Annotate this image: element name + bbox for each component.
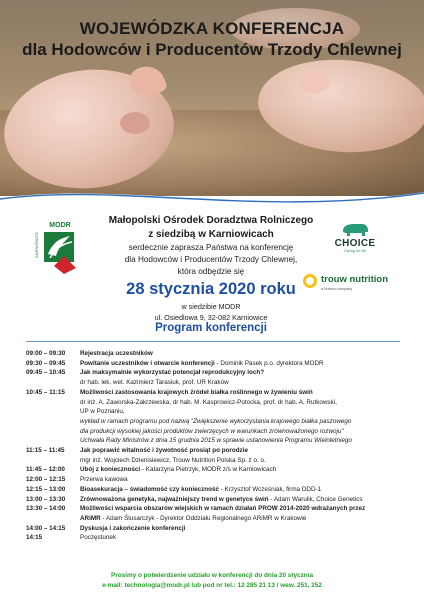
agenda-note: wykład w ramach programu pod nazwą "Zwiększenie wykorzystania krajowego białka paszowego xyxy=(80,417,352,425)
agenda-detail: UP w Poznaniu, xyxy=(80,408,125,416)
agenda-list xyxy=(26,349,406,543)
agenda-row xyxy=(26,485,406,495)
agenda-row xyxy=(26,368,406,378)
organizer-name xyxy=(80,214,342,241)
invite-line-2: dla Hodowców i Producentów Trzody Chlewnej, xyxy=(124,254,298,264)
agenda-text xyxy=(80,514,406,524)
agenda-text xyxy=(80,407,406,417)
trouw-ring-icon xyxy=(303,274,317,288)
agenda-text xyxy=(80,485,406,495)
agenda-text xyxy=(80,533,406,543)
agenda-row xyxy=(26,427,406,437)
agenda-time: 09:30 – 09:45 xyxy=(26,359,66,367)
agenda-time xyxy=(26,417,80,427)
agenda-time xyxy=(26,514,80,524)
venue-line-1: w siedzibie MODR xyxy=(181,302,241,311)
agenda-time: 09:45 – 10:45 xyxy=(26,369,66,377)
rsvp-footer xyxy=(0,571,424,590)
agenda-row xyxy=(26,417,406,427)
choice-logo-tagline: Caring for life xyxy=(343,249,367,253)
agenda-note: Uchwała Rady Ministrów z dnia 15 grudnia 2015 w sprawie ustanowienia Programu Wieloletniego xyxy=(80,437,352,445)
agenda-time: 13:00 – 13:30 xyxy=(26,495,66,503)
choice-genetics-logo xyxy=(328,222,382,258)
trouw-logo-text: trouw nutrition xyxy=(321,274,389,285)
agenda-topic: ARiMR xyxy=(80,514,101,522)
trouw-logo-subtitle: a Nutreco company xyxy=(321,287,353,291)
agenda-time: 09:00 – 09:30 xyxy=(26,350,66,357)
agenda-row xyxy=(26,446,406,456)
modr-emblem-icon xyxy=(40,230,80,276)
agenda-time: 10:45 – 11:15 xyxy=(26,388,65,396)
choice-logo-text: CHOICE xyxy=(334,238,376,249)
rsvp-line-1: Prosimy o potwierdzenie udziału w konferencji do dnia 20 stycznia xyxy=(110,572,314,579)
agenda-topic: Możliwości zastosowania krajowych źródeł białka roślinnego w żywieniu świń xyxy=(80,388,313,396)
agenda-topic: Zrównoważona genetyka, najważniejszy trend w genetyce świń xyxy=(80,495,269,503)
agenda-row xyxy=(26,495,406,505)
agenda-row xyxy=(26,514,406,524)
agenda-time: 11:45 – 12:00 xyxy=(26,466,65,474)
modr-logo xyxy=(34,222,80,270)
agenda-detail: mgr inż. Wojciech Dzienisiewicz, Trouw Nutrition Polska Sp. z o. o. xyxy=(80,456,266,464)
agenda-row xyxy=(26,388,406,398)
agenda-time xyxy=(26,456,80,466)
agenda-note: dla produkcji wysokiej jakości produktów zwierzęcych w warunkach zrównoważonego rozwoju" xyxy=(80,427,344,435)
agenda-topic: Możliwości wsparcia obszarów wiejskich w ramach działań PROW 2014-2020 wdrażanych przez xyxy=(80,505,366,513)
agenda-detail: Poczęstunek xyxy=(80,534,117,542)
program-title: Program konferencji xyxy=(155,322,267,334)
decorative-wave xyxy=(0,186,424,212)
agenda-row xyxy=(26,475,406,485)
agenda-row xyxy=(26,407,406,417)
agenda-time xyxy=(26,427,80,437)
agenda-time: 14:15 xyxy=(26,534,43,542)
agenda-row xyxy=(26,398,406,408)
agenda-row xyxy=(26,456,406,466)
agenda-detail: dr hab. lek. wet. Kazimierz Tarasiuk, prof. UR Kraków xyxy=(80,379,229,387)
agenda-topic: Ubój z konieczności xyxy=(80,466,141,474)
agenda-row xyxy=(26,465,406,475)
pig-snout xyxy=(120,112,150,134)
agenda-row xyxy=(26,349,406,359)
agenda-time: 12:00 – 12:15 xyxy=(26,476,66,484)
rsvp-line-2: e-mail: technologia@modr.pl lub pod nr tel.: 12 285 21 13 / wew. 251, 252 xyxy=(102,581,322,589)
agenda-topic: Powitanie uczestników i otwarcie konferencji xyxy=(80,359,215,367)
hero-photo xyxy=(0,0,424,196)
agenda-detail: - Dominik Pasek p.o. dyrektora MODR xyxy=(214,359,324,367)
agenda-text xyxy=(80,495,406,505)
agenda-text xyxy=(80,524,406,534)
venue-line-2: ul. Osiedlowa 9, 32-082 Karniowice xyxy=(154,312,268,322)
agenda-row xyxy=(26,524,406,534)
agenda-time xyxy=(26,407,80,417)
venue xyxy=(80,302,342,324)
agenda-text xyxy=(80,388,406,398)
organizer-line-2: z siedzibą w Karniowicach xyxy=(148,228,274,240)
agenda-topic: Jak maksymalnie wykorzystać potencjał reprodukcyjny loch? xyxy=(80,369,265,377)
agenda-text xyxy=(80,475,406,485)
agenda-text xyxy=(80,465,406,475)
agenda-row xyxy=(26,378,406,388)
agenda-time: 12:15 – 13:00 xyxy=(26,485,66,493)
pig-icon xyxy=(340,222,370,238)
modr-logo-side-text: KARNIOWICE xyxy=(34,232,39,258)
agenda-detail: dr inż. A. Zaworska-Zakrzewska, dr hab. M. Kasprowicz-Potocka, prof. dr hab. A. Rutkowski, xyxy=(80,398,337,406)
agenda-row xyxy=(26,533,406,543)
agenda-time xyxy=(26,398,80,408)
trouw-nutrition-logo xyxy=(303,272,403,296)
organizer-line-1: Małopolski Ośrodek Doradztwa Rolniczego xyxy=(108,215,314,226)
invite-line-3: która odbędzie się xyxy=(177,266,245,276)
agenda-row xyxy=(26,359,406,369)
agenda-detail: - Adam Warulik, Choice Genetics xyxy=(268,495,363,503)
agenda-topic: Dyskusja i zakończenie konferencji xyxy=(80,524,186,532)
agenda-detail: Przerwa kawowa xyxy=(80,476,128,484)
agenda-text xyxy=(80,359,406,369)
conference-date: 28 stycznia 2020 roku xyxy=(126,280,296,298)
agenda-text xyxy=(80,456,406,466)
agenda-time xyxy=(26,378,80,388)
agenda-text xyxy=(80,417,406,427)
title-line-1: WOJEWÓDZKA KONFERENCJA xyxy=(79,19,345,38)
divider-line xyxy=(26,341,400,342)
agenda-topic: Jak poprawić witalność i żywotność prosiąt po porodzie xyxy=(80,447,248,455)
agenda-topic: Bioasekuracja – świadomość czy konieczność xyxy=(80,485,219,493)
modr-logo-text: MODR xyxy=(49,222,71,229)
title-line-2: dla Hodowców i Producentów Trzody Chlewnej xyxy=(22,39,402,59)
agenda-text xyxy=(80,436,406,446)
agenda-row xyxy=(26,504,406,514)
agenda-text xyxy=(80,368,406,378)
agenda-text xyxy=(80,427,406,437)
agenda-topic: Rejestracja uczestników xyxy=(80,350,153,357)
agenda-detail: - Krzysztof Wcześniak, firma DDD-1 xyxy=(218,485,322,493)
invite-line-1: serdecznie zaprasza Państwa na konferencję xyxy=(128,243,294,252)
agenda-time: 14:00 – 14:15 xyxy=(26,524,66,532)
conference-title xyxy=(0,20,424,59)
agenda-text xyxy=(80,378,406,388)
agenda-time: 13:30 – 14:00 xyxy=(26,505,66,513)
agenda-text xyxy=(80,349,406,359)
agenda-detail: - Katarzyna Pietrzyk, MODR z/s w Karniowicach xyxy=(140,466,277,474)
agenda-text xyxy=(80,398,406,408)
agenda-time xyxy=(26,436,80,446)
agenda-detail: - Adam Ślusarczyk - Dyrektor Oddziału Regionalnego ARiMR w Krakowie xyxy=(100,514,307,522)
agenda-time: 11:15 – 11:45 xyxy=(26,447,65,455)
agenda-text xyxy=(80,446,406,456)
agenda-text xyxy=(80,504,406,514)
agenda-row xyxy=(26,436,406,446)
